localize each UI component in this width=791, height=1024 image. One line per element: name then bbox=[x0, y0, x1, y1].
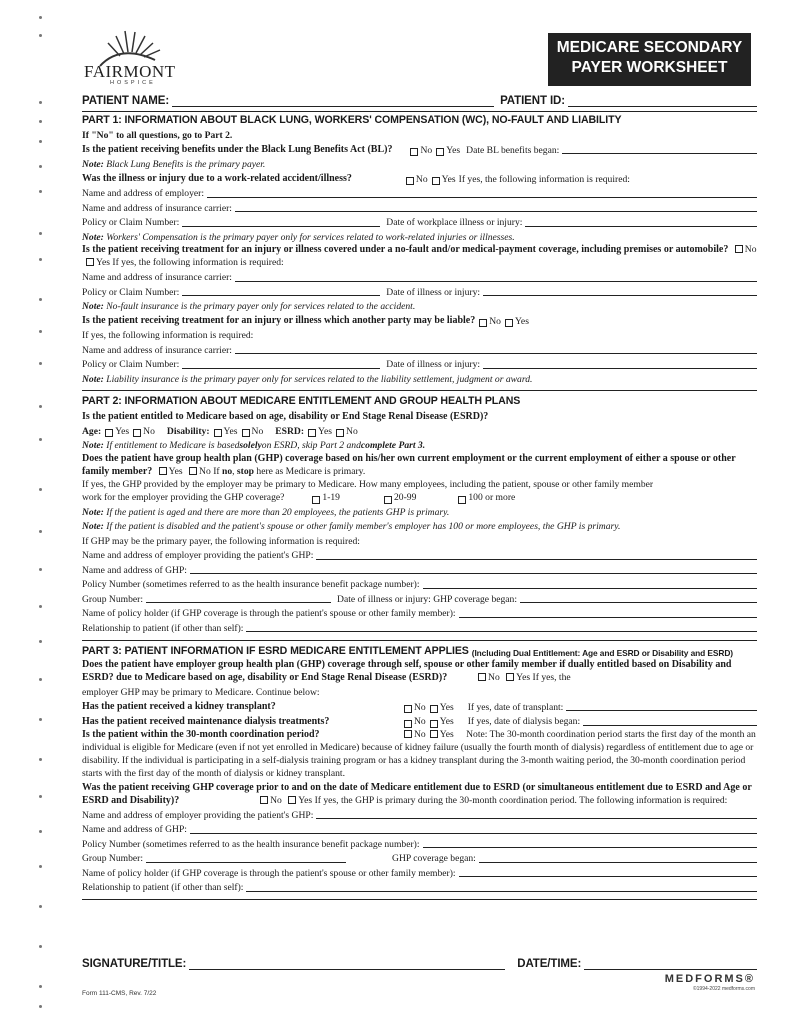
patient-name-field[interactable] bbox=[172, 106, 494, 107]
medforms-brand bbox=[665, 973, 755, 992]
logo-name: FAIRMONT bbox=[84, 62, 176, 81]
esrd-yes-checkbox[interactable] bbox=[308, 429, 316, 437]
liab-carrier-field[interactable] bbox=[235, 353, 757, 354]
p2-note3-label: Note: bbox=[82, 521, 104, 532]
liab-policy-label: Policy or Claim Number: bbox=[82, 359, 180, 370]
dialysis-no-label: No bbox=[414, 716, 426, 727]
p2-group-label: Group Number: bbox=[82, 593, 144, 605]
p2-holder-label: Name of policy holder (if GHP coverage is through the patient's spouse or other family member): bbox=[82, 608, 456, 619]
nf-note-label: Note: bbox=[82, 301, 104, 312]
nf-note: No-fault insurance is the primary payer only for services related to the accident. bbox=[106, 301, 416, 312]
bl-date-label: Date BL benefits began: bbox=[466, 144, 560, 156]
nf-carrier-field[interactable] bbox=[235, 281, 757, 282]
liab-ifyes: If yes, the following information is required: bbox=[82, 330, 254, 341]
liab-date-field[interactable] bbox=[483, 368, 757, 369]
liab-carrier-label: Name and address of insurance carrier: bbox=[82, 344, 232, 356]
part2-heading: PART 2: INFORMATION ABOUT MEDICARE ENTITLEMENT AND GROUP HEALTH PLANS bbox=[82, 395, 521, 408]
esrd-yes-label: Yes bbox=[318, 425, 333, 437]
form-title-line2: PAYER WORKSHEET bbox=[571, 59, 728, 76]
p3-group-label: Group Number: bbox=[82, 853, 144, 864]
p2-ifprimary: If GHP may be the primary payer, the following information is required: bbox=[82, 535, 360, 547]
datetime-label: DATE/TIME: bbox=[517, 957, 582, 970]
form-title-line1: MEDICARE SECONDARY bbox=[556, 39, 743, 56]
wc-policy-field[interactable] bbox=[182, 226, 380, 227]
nf-no-label: No bbox=[744, 244, 757, 255]
ghp-no-checkbox[interactable] bbox=[189, 467, 197, 475]
kidney-date-label: If yes, date of transplant: bbox=[467, 701, 564, 713]
disability-no-label: No bbox=[251, 425, 264, 437]
coord-no-checkbox[interactable] bbox=[404, 730, 412, 738]
p3-yes-label: Yes bbox=[516, 672, 531, 683]
ghp-question: Does the patient have group health plan (GHP) coverage based on his/her own current employment or the current employment of either a spouse or other family member? bbox=[82, 452, 736, 477]
ghp-no-bold: no bbox=[221, 465, 233, 477]
kidney-question: Has the patient received a kidney transplant? bbox=[82, 701, 276, 712]
wc-employer-field[interactable] bbox=[207, 197, 757, 198]
wc-date-field[interactable] bbox=[525, 226, 757, 227]
ghp-stop-bold: stop bbox=[236, 465, 254, 477]
nf-no-checkbox[interactable] bbox=[735, 245, 743, 253]
p3-no-label: No bbox=[488, 672, 500, 683]
wc-date-label: Date of workplace illness or injury: bbox=[386, 217, 523, 228]
kidney-yes-label: Yes bbox=[439, 701, 454, 713]
datetime-field[interactable] bbox=[584, 969, 757, 970]
p2-note2: If the patient is aged and there are more than 20 employees, the patients GHP is primary. bbox=[106, 506, 450, 518]
dialysis-date-field[interactable] bbox=[583, 725, 757, 726]
fairmont-logo bbox=[80, 28, 180, 88]
wc-ifyes: If yes, the following information is required: bbox=[458, 173, 630, 185]
p2-entitled-question: Is the patient entitled to Medicare based on age, disability or End Stage Renal Disease (ESRD)? bbox=[82, 410, 489, 422]
age-no-checkbox[interactable] bbox=[133, 429, 141, 437]
coord-question: Is the patient within the 30-month coordination period? bbox=[82, 728, 320, 740]
part1-heading: PART 1: INFORMATION ABOUT BLACK LUNG, WORKERS' COMPENSATION (WC), NO-FAULT AND LIABILITY bbox=[82, 114, 622, 127]
p2-relationship-label: Relationship to patient (if other than self): bbox=[82, 622, 244, 634]
medforms-copyright: ©1994-2022 medforms.com bbox=[692, 986, 755, 993]
p2-date-field[interactable] bbox=[520, 602, 757, 603]
p3-no-checkbox[interactable] bbox=[478, 673, 486, 681]
nf-carrier-label: Name and address of insurance carrier: bbox=[82, 272, 232, 283]
p3-policy-label: Policy Number (sometimes referred to as the health insurance benefit package number): bbox=[82, 838, 420, 850]
signature-field[interactable] bbox=[189, 969, 505, 970]
p3-holder-field[interactable] bbox=[459, 876, 757, 877]
age-yes-checkbox[interactable] bbox=[105, 429, 113, 437]
esrd-label: ESRD: bbox=[275, 425, 305, 437]
p2-policy-label: Policy Number (sometimes referred to as the health insurance benefit package number): bbox=[82, 579, 420, 590]
age-yes-label: Yes bbox=[115, 425, 130, 437]
bl-question: Is the patient receiving benefits under the Black Lung Benefits Act (BL)? bbox=[82, 144, 393, 155]
liab-no-checkbox[interactable] bbox=[479, 319, 487, 327]
prior-yes-label: Yes bbox=[298, 794, 313, 806]
bl-no-label: No bbox=[420, 144, 433, 156]
prior-ghp-question: Was the patient receiving GHP coverage prior to and on the date of Medicare entitlement due to ESRD (or simultaneous entitlement due to ESRD and Age or ESRD and Disability)? bbox=[82, 781, 752, 806]
wc-no-checkbox[interactable] bbox=[406, 177, 414, 185]
form-title-box bbox=[548, 33, 751, 86]
dialysis-date-label: If yes, date of dialysis began: bbox=[467, 716, 581, 727]
nf-question: Is the patient receiving treatment for an injury or illness covered under a no-fault and/or medical-payment coverage, including premises or automobile? bbox=[82, 244, 729, 255]
age-label: Age: bbox=[82, 425, 102, 437]
bl-date-field[interactable] bbox=[562, 153, 757, 154]
part3-heading: PART 3: PATIENT INFORMATION IF ESRD MEDICARE ENTITLEMENT APPLIES bbox=[82, 645, 469, 658]
disability-yes-checkbox[interactable] bbox=[214, 429, 222, 437]
nf-policy-field[interactable] bbox=[182, 295, 380, 296]
emp-100-checkbox[interactable] bbox=[458, 496, 466, 504]
p2-policy-field[interactable] bbox=[423, 588, 757, 589]
liab-question: Is the patient receiving treatment for an injury or illness which another party may be liable? bbox=[82, 315, 476, 326]
emp-100-label: 100 or more bbox=[468, 492, 516, 503]
ghp-ifno-tail: here as Medicare is primary. bbox=[256, 465, 366, 477]
liab-yes-checkbox[interactable] bbox=[505, 319, 513, 327]
wc-employer-label: Name and address of employer: bbox=[82, 188, 205, 199]
medforms-logo: MEDFORMS® bbox=[664, 973, 755, 985]
p2-employer-label: Name and address of employer providing the patient's GHP: bbox=[82, 550, 314, 561]
ghp-ifno: If bbox=[213, 465, 220, 477]
p2-note1-complete: complete Part 3. bbox=[360, 440, 426, 451]
patient-id-field[interactable] bbox=[568, 106, 757, 107]
wc-yes-label: Yes bbox=[441, 173, 456, 185]
dialysis-question: Has the patient received maintenance dialysis treatments? bbox=[82, 715, 330, 727]
bl-yes-checkbox[interactable] bbox=[436, 148, 444, 156]
part1-instruction: If "No" to all questions, go to Part 2. bbox=[82, 130, 233, 141]
p2-ghp-label: Name and address of GHP: bbox=[82, 564, 187, 576]
wc-no-label: No bbox=[415, 173, 428, 185]
p2-note1-b: on ESRD, skip Part 2 and bbox=[261, 440, 361, 451]
patient-row bbox=[82, 93, 757, 109]
wc-yes-checkbox[interactable] bbox=[432, 177, 440, 185]
wc-carrier-label: Name and address of insurance carrier: bbox=[82, 202, 232, 214]
kidney-date-field[interactable] bbox=[566, 710, 757, 711]
p3-question: Does the patient have employer group health plan (GHP) coverage through self, spouse or other family member if dually entitled based on Disability and ESRD? due to Medicare based on age, disability or End Stage Renal Disease (ESRD)? bbox=[82, 659, 732, 683]
p2-ghp-field[interactable] bbox=[190, 573, 757, 574]
coord-note: Note: The 30-month coordination period starts the first day of the month an individual is eligible for Medicare (even if not yet enrolled in Medicare) because of kidney failure (usually the fourth month of dialysis) regardless of entitlement due to age or disability. If the individual is participating in a self-dialysis training program or has a kidney transplant during the 3-month waiting period, the 30-month coordination period starts with the first day of the month of dialysis or kidney transplant. bbox=[82, 728, 756, 779]
emp-20-99-checkbox[interactable] bbox=[384, 496, 392, 504]
p2-note1-a: If entitlement to Medicare is based bbox=[106, 440, 240, 451]
p3-ghp-label: Name and address of GHP: bbox=[82, 824, 187, 835]
p3-employer-primary: employer GHP may be primary to Medicare. Continue below: bbox=[82, 687, 320, 698]
patient-name-label: PATIENT NAME: bbox=[82, 94, 170, 107]
ghp-yes-label: Yes bbox=[168, 465, 183, 477]
wc-note: Workers' Compensation is the primary payer only for services related to work-related injuries or illnesses. bbox=[106, 231, 515, 243]
esrd-no-label: No bbox=[346, 425, 358, 437]
p3-holder-label: Name of policy holder (if GHP coverage is through the patient's spouse or other family member): bbox=[82, 867, 456, 879]
dialysis-yes-label: Yes bbox=[439, 716, 454, 727]
wc-question: Was the illness or injury due to a work-related accident/illness? bbox=[82, 173, 352, 184]
employees-question-tail: work for the employer providing the GHP coverage? bbox=[82, 492, 285, 503]
p3-ghp-field[interactable] bbox=[190, 833, 757, 834]
bl-yes-label: Yes bbox=[446, 144, 461, 156]
p2-note2-label: Note: bbox=[82, 506, 104, 518]
form-number: Form 111-CMS, Rev. 7/22 bbox=[82, 990, 157, 997]
wc-carrier-field[interactable] bbox=[235, 211, 757, 212]
age-no-label: No bbox=[143, 425, 155, 437]
bl-no-checkbox[interactable] bbox=[410, 148, 418, 156]
kidney-no-checkbox[interactable] bbox=[404, 705, 412, 713]
ghp-yes-checkbox[interactable] bbox=[159, 467, 167, 475]
signature-label: SIGNATURE/TITLE: bbox=[82, 957, 187, 970]
kidney-yes-checkbox[interactable] bbox=[430, 705, 438, 713]
disability-yes-label: Yes bbox=[223, 425, 238, 437]
coord-yes-checkbox[interactable] bbox=[430, 730, 438, 738]
esrd-no-checkbox[interactable] bbox=[336, 429, 344, 437]
dialysis-yes-checkbox[interactable] bbox=[430, 720, 438, 728]
p2-group-field[interactable] bbox=[146, 602, 331, 603]
disability-label: Disability: bbox=[166, 425, 210, 437]
liab-policy-field[interactable] bbox=[182, 368, 380, 369]
p3-policy-field[interactable] bbox=[423, 847, 757, 848]
p3-group-field[interactable] bbox=[146, 862, 346, 863]
p2-relationship-field[interactable] bbox=[246, 631, 757, 632]
p3-employer-field[interactable] bbox=[316, 818, 757, 819]
p2-date-label: Date of illness or injury: GHP coverage began: bbox=[337, 593, 518, 605]
p2-note3: If the patient is disabled and the patient's spouse or other family member's employer has 100 or more employees, the GHP is primary. bbox=[106, 521, 621, 532]
p2-holder-field[interactable] bbox=[459, 617, 757, 618]
form-body: PATIENT NAME: PATIENT ID: PART 1: INFORMATION ABOUT BLACK LUNG, WORKERS' COMPENSATION (WC), NO-FAULT AND LIABILITY If "No" to all questions, go to Part 2. Is the patient receiving benefits under the Black Lung Benefits Act (BL)? No Yes Date BL benefits began: Note: Black Lung Benefits is the primary payer. Was the illness or injury due to a work-related accident/illness? No Yes If yes, the following information is required: Name and address of employer: Name and address of insurance carrier: Policy or Claim Number: Date of workplace illness or injury: Note: Workers' Compensation is the primary payer only for services related to work-related injuries or illnesses. Is the patient receiving treatment for an injury or illness covered under a no-fault and/or medical-payment coverage, including premises or automobile? No Yes If yes, the following information is required: Name and address of insurance carrier: Policy or Claim Number: Date of illness or injury: Note: No-fault insurance is the primary payer only for services related to the accident. Is the patient receiving treatment for an injury or illness which another party may be liable? No Yes If yes, the following information is required: Name and address of insurance carrier: Policy or Claim Number: Date of illness or injury: Note: Liability insurance is the primary payer only for services related to the liability settlement, judgment or award. PART 2: INFORMATION ABOUT MEDICARE ENTITLEMENT AND GROUP HEALTH PLANS Is the patient entitled to Medicare based on age, disability or End Stage Renal Disease (ESRD)? Age: Yes No Disability: Yes No ESRD: Yes No Note: If entitlement to Medicare is based solely on ESRD, skip Part 2 and complete Part 3. Does the patient have group health plan (GHP) coverage based on his/her own current employment or the current employment of either a spouse or other family member? Yes No If no, stop here as Medicare is primary. If yes, the GHP provided by the employer may be primary to Medicare. How many employees, including the patient, spouse or other family member work for the employer providing the GHP coverage? 1-19 20-99 100 or more Note: If the patient is aged and there are more than 20 employees, the patients GHP is primary. Note: If the patient is disabled and the patient's spouse or other family member's employer has 100 or more employees, the GHP is primary. If GHP may be the primary payer, the following information is required: Name and address of employer providing the patient's GHP: Name and address of GHP: Policy Number (sometimes referred to as the health insurance benefit package number): Group Number: Date of illness or injury: GHP coverage began: Name of policy holder (if GHP coverage is through the patient's spouse or other family member): Relationship to patient (if other than self): PART 3: PATIENT INFORMATION IF ESRD MEDICARE ENTITLEMENT APPLIES (Including Dual Entitlement: Age and ESRD or Disability and ESRD) Does the patient have employer group health plan (GHP) coverage through self, spouse or other family member if dually entitled based on Disability and ESRD? due to Medicare based on age, disability or End Stage Renal Disease (ESRD)? No Yes If yes, the employer GHP may be primary to Medicare. Continue below: Has the patient received a kidney transplant? No Yes If yes, date of transplant: Has the patient received maintenance dialysis treatments? No Yes If yes, date of dialysis began: Is the patient within the 30-month coordination period? No Yes Note: The 30-month coordination period starts the first day of the month an individual is eligible for Medicare (even if not yet enrolled in Medicare) because of kidney failure (usually the fourth month of dialysis) regardless of entitlement due to age or disability. If the individual is participating in a self-dialysis training program or has a kidney transplant during the 3-month waiting period, the 30-month coordination period starts with the first day of the month of dialysis or kidney transplant. Was the patient receiving GHP coverage prior to and on the date of Medicare entitlement due to ESRD (or simultaneous entitlement due to ESRD and Age or ESRD and Disability)? No Yes If yes, the GHP is primary during the 30-month coordination period. The following information is required: Name and address of employer providing the patient's GHP: Name and address of GHP: Policy Number (sometimes referred to as the health insurance benefit package number): Group Number: GHP coverage began: Name of policy holder (if GHP coverage is through the patient's spouse or other family member): Relationship to patient (if other than self): bbox=[82, 92, 757, 900]
prior-ifyes: If yes, the GHP is primary during the 30-month coordination period. The following information is required: bbox=[314, 794, 728, 806]
disability-no-checkbox[interactable] bbox=[242, 429, 250, 437]
p3-coverage-field[interactable] bbox=[479, 862, 757, 863]
liab-yes-label: Yes bbox=[514, 315, 529, 327]
liab-note: Liability insurance is the primary payer only for services related to the liability settlement, judgment or award. bbox=[106, 373, 533, 385]
wc-policy-label: Policy or Claim Number: bbox=[82, 217, 180, 228]
nf-yes-label: Yes bbox=[96, 257, 110, 268]
nf-date-field[interactable] bbox=[483, 295, 757, 296]
prior-no-label: No bbox=[270, 794, 282, 806]
nf-policy-label: Policy or Claim Number: bbox=[82, 286, 180, 298]
liab-note-label: Note: bbox=[82, 373, 104, 385]
p2-note1-solely: solely bbox=[239, 440, 262, 451]
coord-yes-label: Yes bbox=[439, 728, 454, 740]
emp-1-19-checkbox[interactable] bbox=[312, 496, 320, 504]
p3-employer-label: Name and address of employer providing the patient's GHP: bbox=[82, 809, 314, 821]
bl-note-label: Note: bbox=[82, 159, 104, 170]
p2-employer-field[interactable] bbox=[316, 559, 757, 560]
logo-tag: HOSPICE bbox=[110, 80, 156, 86]
prior-yes-checkbox[interactable] bbox=[288, 796, 296, 804]
dialysis-no-checkbox[interactable] bbox=[404, 720, 412, 728]
nf-yes-checkbox[interactable] bbox=[86, 258, 94, 266]
kidney-no-label: No bbox=[414, 701, 426, 713]
p3-ifyes: If yes, the bbox=[532, 672, 571, 683]
coord-no-label: No bbox=[414, 728, 426, 740]
bl-note: Black Lung Benefits is the primary payer. bbox=[106, 159, 266, 170]
liab-date-label: Date of illness or injury: bbox=[386, 359, 481, 370]
emp-1-19-label: 1-19 bbox=[322, 492, 340, 503]
p3-yes-checkbox[interactable] bbox=[506, 673, 514, 681]
wc-note-label: Note: bbox=[82, 231, 104, 243]
part3-heading-sub: (Including Dual Entitlement: Age and ESRD or Disability and ESRD) bbox=[471, 647, 733, 658]
nf-date-label: Date of illness or injury: bbox=[386, 286, 481, 298]
ghp-no-label: No bbox=[199, 465, 211, 477]
nf-ifyes: If yes, the following information is required: bbox=[112, 257, 284, 268]
p3-relationship-label: Relationship to patient (if other than self): bbox=[82, 882, 244, 893]
liab-no-label: No bbox=[489, 315, 501, 327]
patient-id-label: PATIENT ID: bbox=[500, 94, 565, 107]
employees-question: If yes, the GHP provided by the employer may be primary to Medicare. How many employees, including the patient, spouse or other family member bbox=[82, 478, 654, 490]
p3-coverage-label: GHP coverage began: bbox=[392, 853, 476, 864]
signature-row bbox=[82, 956, 757, 972]
prior-no-checkbox[interactable] bbox=[260, 796, 268, 804]
p2-note1-label: Note: bbox=[82, 440, 104, 451]
p3-relationship-field[interactable] bbox=[246, 891, 757, 892]
emp-20-99-label: 20-99 bbox=[393, 492, 417, 503]
